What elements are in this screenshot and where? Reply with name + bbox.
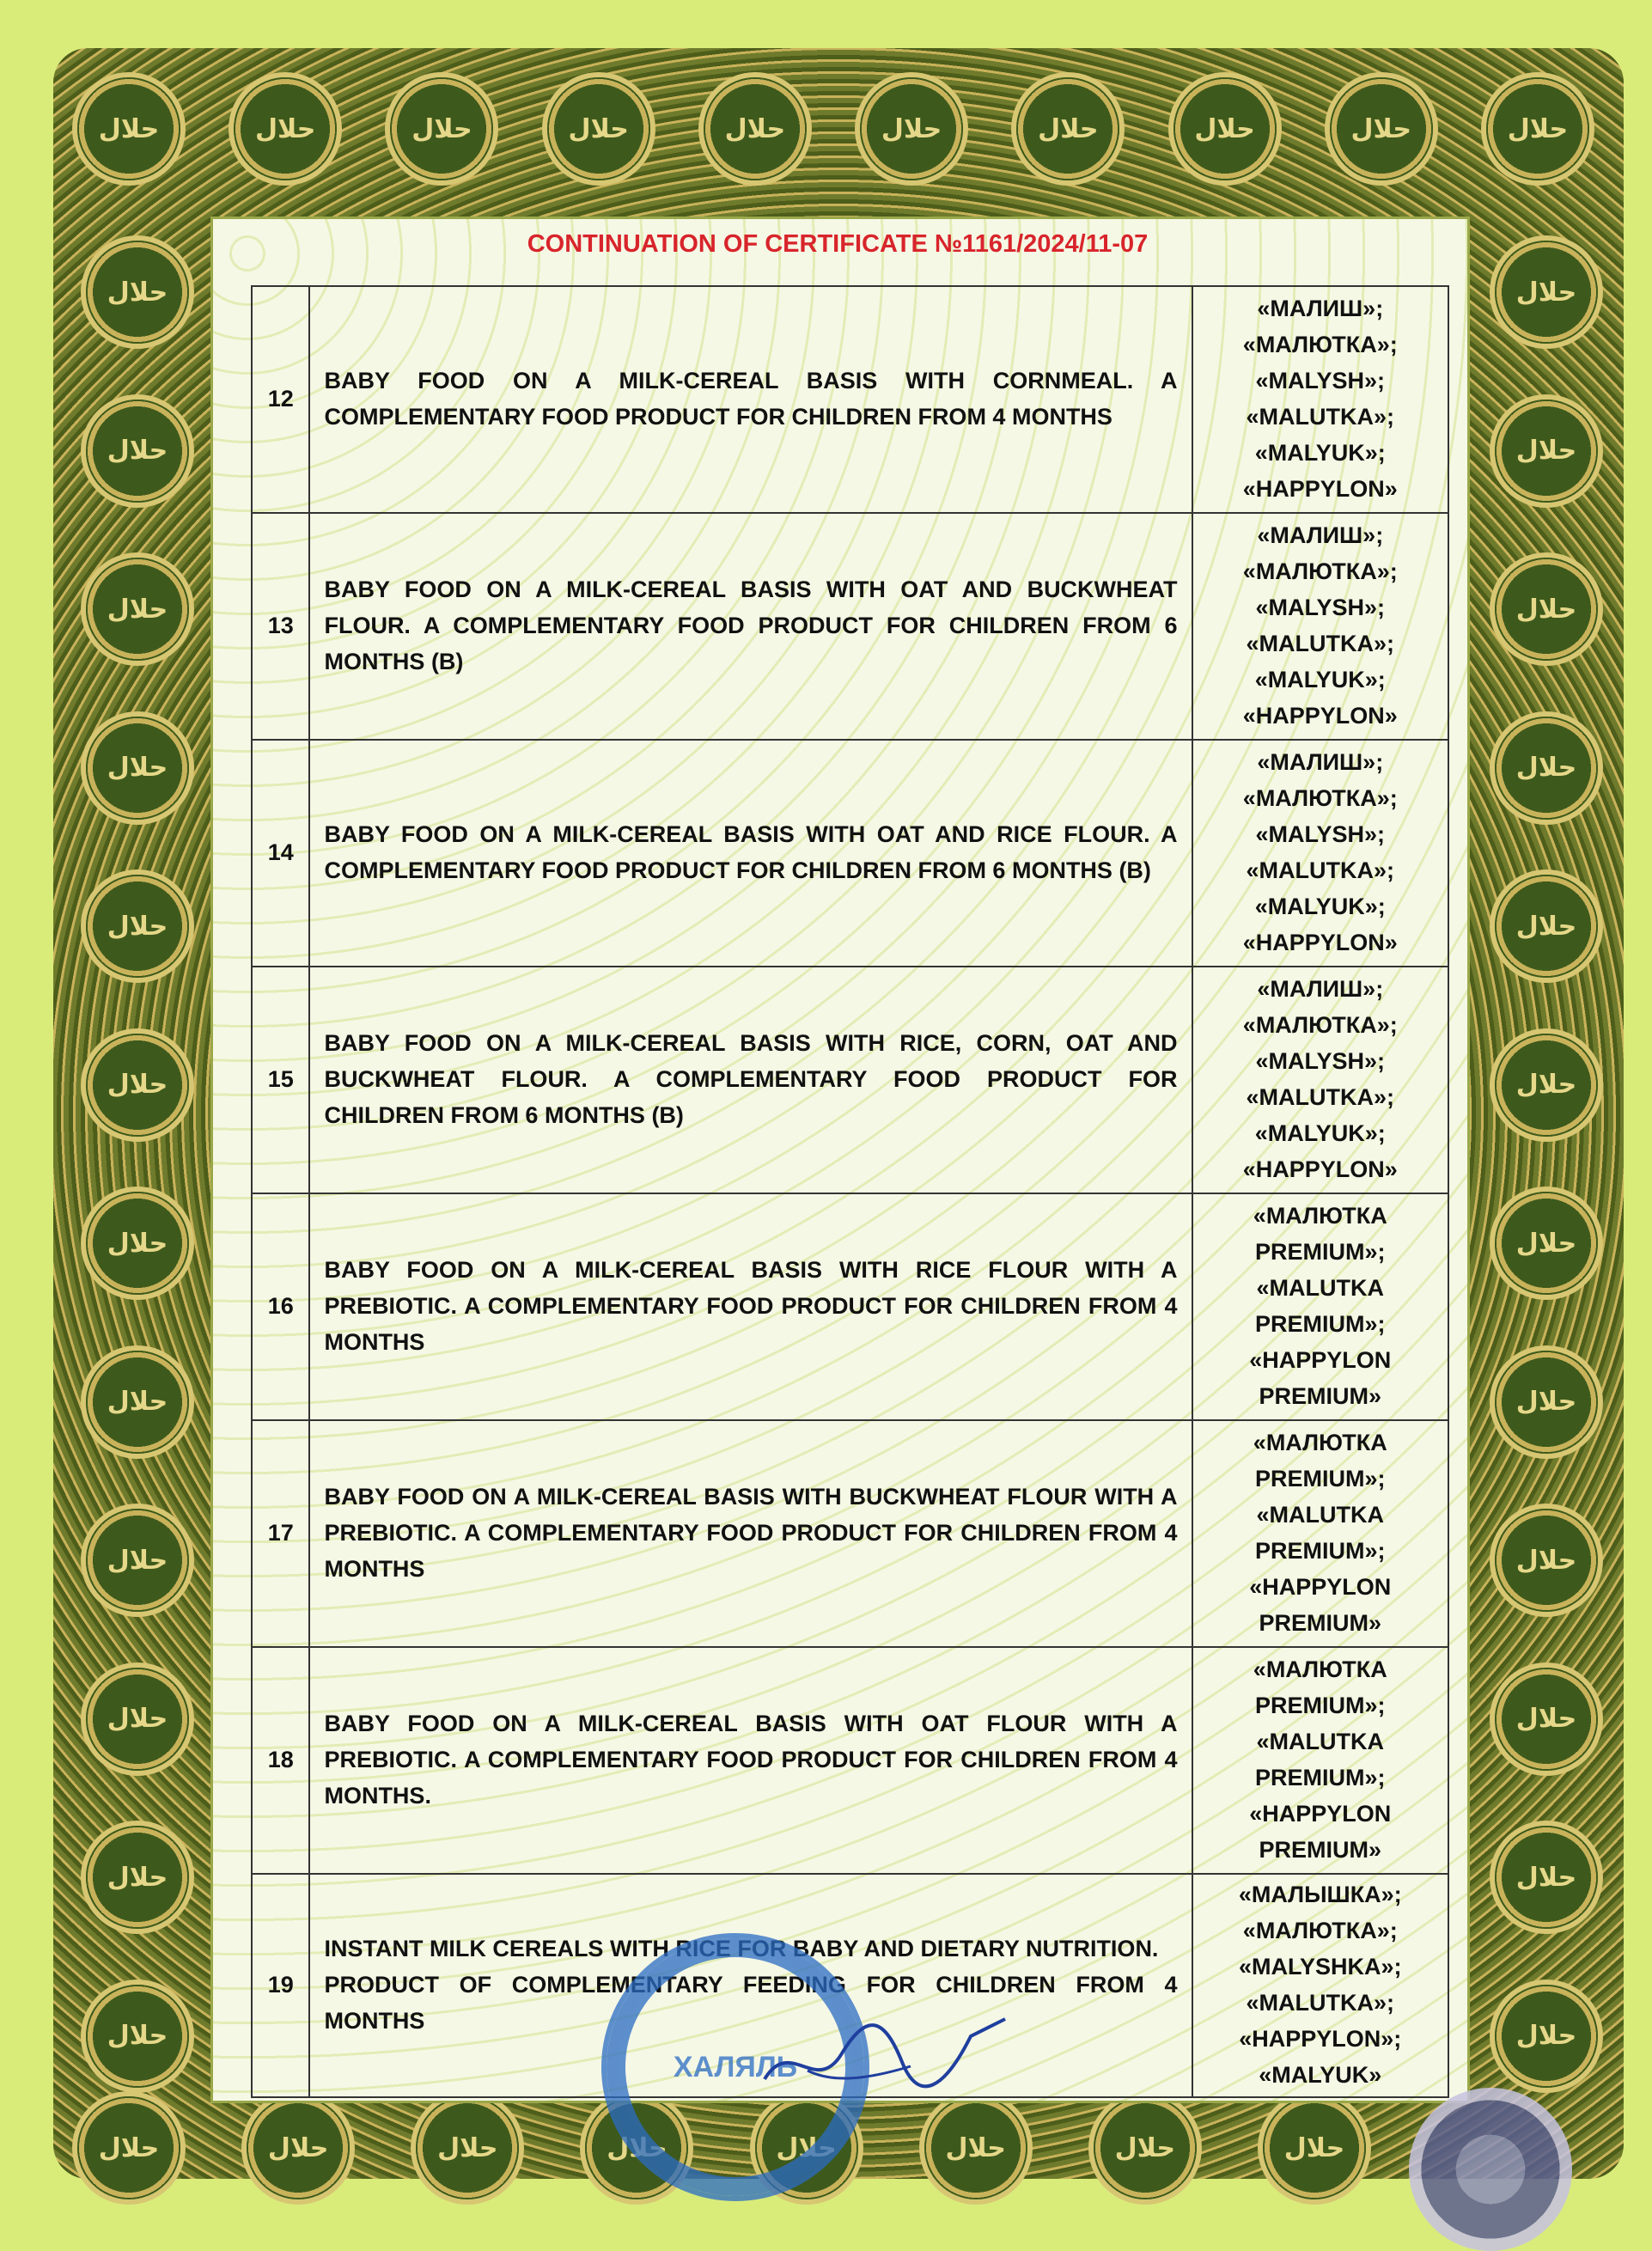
halal-emblem-icon: حلال [234, 77, 337, 180]
brand-name: «MALYSH»; [1255, 595, 1386, 621]
brand-name: «MALUTKA»; [1246, 1084, 1395, 1110]
brand-name: «МАЛЮТКА»; [1242, 558, 1398, 585]
halal-emblem-icon: حلال [86, 1192, 189, 1295]
brand-name: «МАЛЮТКА [1253, 1203, 1387, 1229]
halal-emblem-icon: حلال [1495, 1985, 1598, 2088]
brand-list [1192, 1420, 1448, 1647]
top-emblem-row [77, 77, 1589, 180]
halal-emblem-icon: حلال [1495, 1351, 1598, 1454]
row-number: 17 [252, 1420, 309, 1647]
brand-name: «MALYSHKA»; [1239, 1954, 1402, 1980]
brand-name: PREMIUM»; [1255, 1693, 1386, 1719]
product-description [309, 1420, 1192, 1647]
stamp-text: ХАЛЯЛЬ [673, 2050, 798, 2083]
halal-emblem-icon: حلال [1495, 1192, 1598, 1295]
description-line: INSTANT MILK CEREALS WITH RICE FOR BABY AND DIETARY NUTRITION. [324, 1936, 1159, 1962]
brand-name: «МАЛЮТКА»; [1242, 1918, 1398, 1944]
brand-list [1192, 740, 1448, 967]
halal-emblem-icon: حلال [86, 1668, 189, 1771]
halal-emblem-icon: حلال [86, 1826, 189, 1929]
product-description [309, 1193, 1192, 1420]
brand-name: PREMIUM» [1259, 1382, 1382, 1409]
brand-name: «HAPPYLON [1249, 1573, 1392, 1600]
table-row [252, 1647, 1448, 1874]
brand-name: «MALYSH»; [1255, 1048, 1386, 1075]
halal-emblem-icon: حلال [1173, 77, 1277, 180]
table-row [252, 1193, 1448, 1420]
brand-name: «МАЛЮТКА»; [1242, 332, 1398, 358]
brand-list [1192, 1647, 1448, 1874]
halal-emblem-icon: حلال [1495, 875, 1598, 978]
halal-emblem-icon: حلال [1495, 1668, 1598, 1771]
brand-name: «MALYUK»; [1254, 893, 1386, 919]
brand-name: «MALUTKA»; [1246, 857, 1395, 883]
right-emblem-column [1495, 241, 1598, 2088]
brand-name: «MALYUK»; [1254, 1119, 1386, 1146]
table-row [252, 513, 1448, 740]
halal-emblem-icon: حلال [1495, 558, 1598, 661]
halal-emblem-icon: حلال [1330, 77, 1433, 180]
row-number: 14 [252, 740, 309, 967]
brand-list [1192, 286, 1448, 513]
description-line: BABY FOOD ON A MILK-CEREAL BASIS WITH OAT AND BUCKWHEAT FLOUR. A COMPLEMENTARY FOOD PRODUCT FOR CHILDREN FROM 6 MONTHS (B) [324, 576, 1178, 674]
brand-name: «HAPPYLON [1249, 1800, 1392, 1827]
product-description [309, 967, 1192, 1193]
halal-emblem-icon: حلال [1094, 2096, 1197, 2199]
halal-emblem-icon: حلال [86, 400, 189, 503]
halal-emblem-icon: حلال [755, 2096, 858, 2199]
left-emblem-column [86, 241, 189, 2088]
row-number: 13 [252, 513, 309, 740]
brand-name: «HAPPYLON» [1242, 1156, 1398, 1182]
product-description [309, 1647, 1192, 1874]
halal-emblem-icon: حلال [86, 875, 189, 978]
table-row [252, 286, 1448, 513]
halal-emblem-icon: حلال [86, 1985, 189, 2088]
product-description [309, 286, 1192, 513]
brand-name: «MALYUK» [1259, 2061, 1382, 2088]
description-line: BABY FOOD ON A MILK-CEREAL BASIS WITH OAT FLOUR WITH A PREBIOTIC. A COMPLEMENTARY FOOD PRODUCT FOR CHILDREN FROM 4 MONTHS. [324, 1711, 1178, 1809]
brand-name: PREMIUM»; [1255, 1239, 1386, 1266]
halal-emblem-icon: حلال [86, 1509, 189, 1612]
brand-name: «MALUTKA [1256, 1502, 1385, 1528]
brand-name: «HAPPYLON» [1242, 475, 1398, 502]
brand-name: «MALYUK»; [1254, 439, 1386, 466]
halal-emblem-icon: حلال [924, 2096, 1027, 2199]
table-row [252, 967, 1448, 1193]
halal-emblem-icon: حلال [86, 1351, 189, 1454]
brand-name: «МАЛИШ»; [1257, 749, 1384, 776]
brand-name: «MALUTKA [1256, 1275, 1385, 1302]
description-line: BABY FOOD ON A MILK-CEREAL BASIS WITH BUCKWHEAT FLOUR WITH A PREBIOTIC. A COMPLEMENTARY FOOD PRODUCT FOR CHILDREN FROM 4 MONTHS [324, 1484, 1178, 1582]
halal-emblem-icon: حلال [1495, 241, 1598, 344]
halal-emblem-icon: حلال [86, 1034, 189, 1137]
brand-list [1192, 513, 1448, 740]
brand-name: «HAPPYLON [1249, 1346, 1392, 1373]
brand-name: «MALYSH»; [1255, 821, 1386, 848]
row-number: 18 [252, 1647, 309, 1874]
halal-emblem-icon: حلال [416, 2096, 519, 2199]
row-number: 12 [252, 286, 309, 513]
product-description [309, 513, 1192, 740]
brand-name: PREMIUM» [1259, 1836, 1382, 1863]
brand-name: PREMIUM»; [1255, 1538, 1386, 1564]
halal-emblem-icon: حلال [77, 77, 180, 180]
halal-emblem-icon: حلال [1263, 2096, 1366, 2199]
brand-name: «HAPPYLON»; [1239, 2025, 1402, 2052]
halal-emblem-icon: حلال [247, 2096, 350, 2199]
halal-emblem-icon: حلال [1495, 717, 1598, 820]
halal-emblem-icon: حلال [585, 2096, 688, 2199]
row-number: 15 [252, 967, 309, 1193]
brand-name: «МАЛИШ»; [1257, 296, 1384, 322]
table-row [252, 1420, 1448, 1647]
halal-emblem-icon: حلال [77, 2096, 180, 2199]
brand-name: PREMIUM»; [1255, 1466, 1386, 1492]
hologram-seal [1409, 2088, 1572, 2251]
brand-name: «МАЛЮТКА»; [1242, 785, 1398, 812]
halal-emblem-icon: حلال [1495, 400, 1598, 503]
brand-name: «MALUTKA»; [1246, 631, 1395, 656]
row-number: 16 [252, 1193, 309, 1420]
halal-emblem-icon: حلال [547, 77, 650, 180]
certificate-title: CONTINUATION OF CERTIFICATE №1161/2024/11-07 [527, 230, 1149, 258]
brand-name: «МАЛЫШКА»; [1238, 1882, 1402, 1908]
brand-name: «МАЛЮТКА [1253, 1656, 1387, 1683]
halal-emblem-icon: حلال [1495, 1826, 1598, 1929]
halal-emblem-icon: حلال [1495, 1509, 1598, 1612]
brand-name: «МАЛИШ»; [1257, 522, 1384, 549]
description-line: BABY FOOD ON A MILK-CEREAL BASIS WITH CORNMEAL. A COMPLEMENTARY FOOD PRODUCT FOR CHILDREN FROM 4 MONTHS [324, 368, 1178, 430]
halal-emblem-icon: حلال [86, 241, 189, 344]
brand-name: PREMIUM»; [1255, 1311, 1386, 1337]
brand-name: «HAPPYLON» [1242, 929, 1398, 955]
brand-name: «MALUTKA [1256, 1729, 1385, 1755]
description-line: PRODUCT OF COMPLEMENTARY FEEDING FOR CHILDREN FROM 4 MONTHS [324, 1972, 1178, 2034]
signature [756, 2002, 1014, 2105]
row-number: 19 [252, 1874, 309, 2097]
brand-name: «МАЛЮТКА [1253, 1430, 1387, 1456]
brand-name: «MALUTKA»; [1246, 404, 1395, 430]
halal-emblem-icon: حلال [860, 77, 963, 180]
brand-name: «МАЛИШ»; [1257, 976, 1384, 1003]
halal-emblem-icon: حلال [390, 77, 493, 180]
brand-name: «MALYSH»; [1255, 368, 1386, 394]
brand-name: PREMIUM»; [1255, 1765, 1386, 1790]
halal-emblem-icon: حلال [86, 558, 189, 661]
halal-emblem-icon: حلال [1486, 77, 1589, 180]
description-line: BABY FOOD ON A MILK-CEREAL BASIS WITH OAT AND RICE FLOUR. A COMPLEMENTARY FOOD PRODUCT FOR CHILDREN FROM 6 MONTHS (B) [324, 821, 1178, 883]
brand-name: «МАЛЮТКА»; [1242, 1012, 1398, 1039]
brand-list [1192, 1193, 1448, 1420]
brand-list [1192, 967, 1448, 1193]
table-row [252, 740, 1448, 967]
description-line: BABY FOOD ON A MILK-CEREAL BASIS WITH RICE, CORN, OAT AND BUCKWHEAT FLOUR. A COMPLEMENTARY FOOD PRODUCT FOR CHILDREN FROM 6 MONTHS (B) [324, 1030, 1178, 1128]
halal-emblem-icon: حلال [1495, 1034, 1598, 1137]
halal-emblem-icon: حلال [704, 77, 807, 180]
brand-name: «MALUTKA»; [1246, 1990, 1395, 2016]
product-description [309, 740, 1192, 967]
brand-name: PREMIUM» [1259, 1609, 1382, 1636]
description-line: BABY FOOD ON A MILK-CEREAL BASIS WITH RICE FLOUR WITH A PREBIOTIC. A COMPLEMENTARY FOOD PRODUCT FOR CHILDREN FROM 4 MONTHS [324, 1257, 1178, 1355]
halal-emblem-icon: حلال [1016, 77, 1119, 180]
brand-name: «HAPPYLON» [1242, 702, 1398, 729]
product-table [251, 285, 1449, 2098]
brand-list [1192, 1874, 1448, 2097]
halal-emblem-icon: حلال [86, 717, 189, 820]
brand-name: «MALYUK»; [1254, 666, 1386, 692]
